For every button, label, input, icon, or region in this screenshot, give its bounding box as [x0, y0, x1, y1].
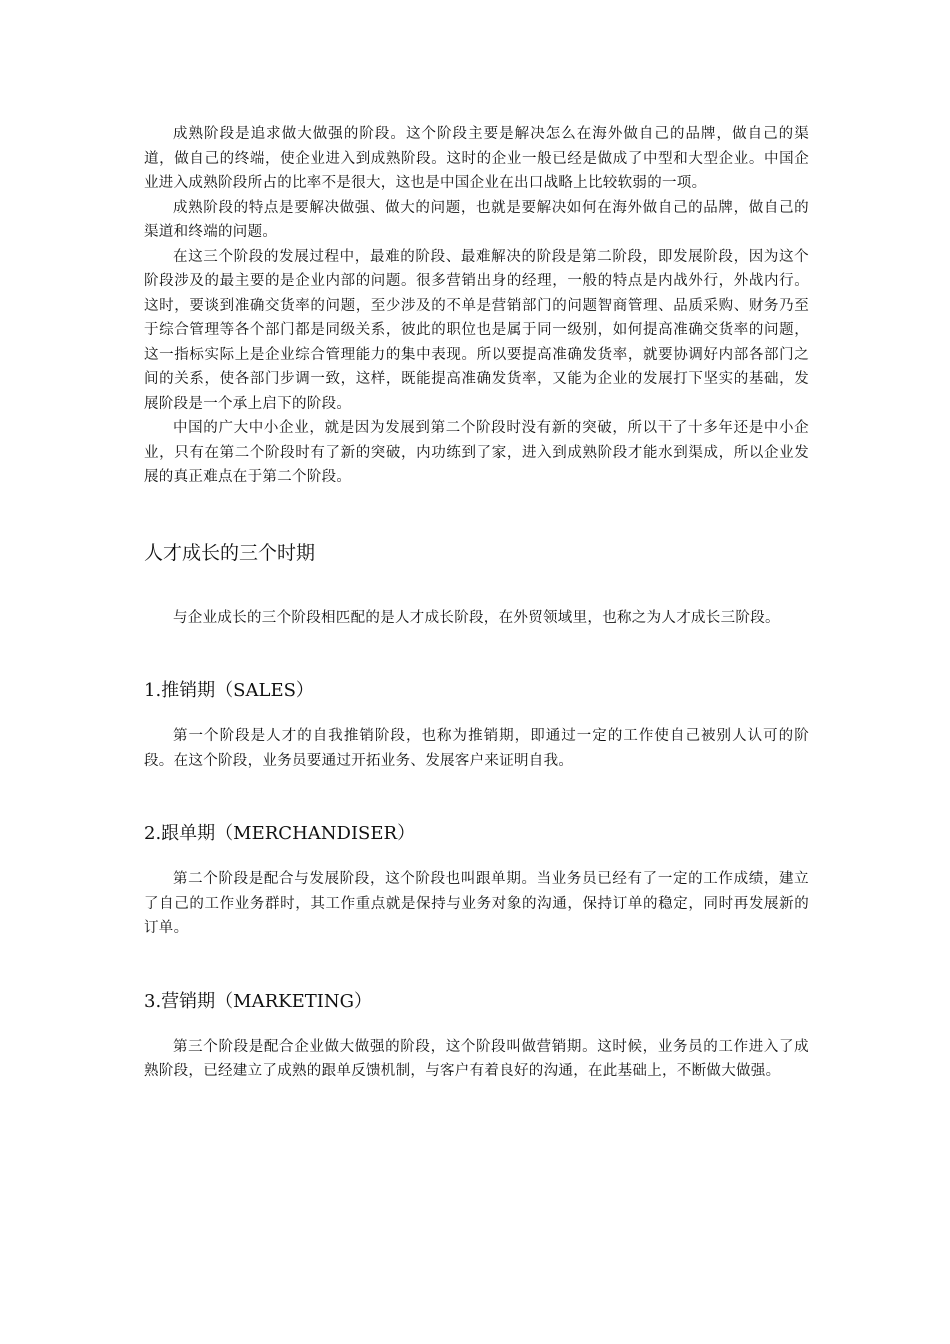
document-page [144, 122, 809, 1084]
section-intro: 与企业成长的三个阶段相匹配的是人才成长阶段，在外贸领域里，也称之为人才成长三阶段。 [173, 609, 780, 626]
section-title: 人才成长的三个时期 [144, 541, 316, 564]
period-heading-sales: 1.推销期（SALES） [144, 680, 314, 701]
period-text-sales: 第一个阶段是人才的自我推销阶段，也称为推销期，即通过一定的工作使自己被别人认可的阶段。在这个阶段，业务员要通过开拓业务、发展客户来证明自我。 [144, 728, 809, 769]
period-heading-merchandiser: 2.跟单期（MERCHANDISER） [144, 823, 416, 844]
paragraph-maturity-features: 成熟阶段的特点是要解决做强、做大的问题，也就是要解决如何在海外做自己的品牌，做自己的渠道和终端的问题。 [144, 199, 809, 240]
paragraph-second-stage-difficulty: 在这三个阶段的发展过程中，最难的阶段、最难解决的阶段是第二阶段，即发展阶段，因为这个阶段涉及的最主要的是企业内部的问题。很多营销出身的经理，一般的特点是内战外行，外战内行。这时，要谈到准确交货率的问题，至少涉及的不单是营销部门的问题智商管理、品质采购、财务乃至于综合管理等各个部门都是同级关系，彼此的职位也是属于同一级别，如何提高准确交货率的问题，这一指标实际上是企业综合管理能力的集中表现。所以要提高准确发货率，就要协调好内部各部门之间的关系，使各部门步调一致，这样，既能提高准确发货率，又能为企业的发展打下坚实的基础，发展阶段是一个承上启下的阶段。 [144, 248, 809, 412]
period-heading-marketing: 3.营销期（MARKETING） [144, 990, 372, 1012]
period-text-merchandiser: 第二个阶段是配合与发展阶段，这个阶段也叫跟单期。当业务员已经有了一定的工作成绩，建立了自己的工作业务群时，其工作重点就是保持与业务对象的沟通，保持订单的稳定，同时再发展新的订单。 [144, 871, 809, 936]
paragraph-maturity-stage: 成熟阶段是追求做大做强的阶段。这个阶段主要是解决怎么在海外做自己的品牌，做自己的渠道，做自己的终端，使企业进入到成熟阶段。这时的企业一般已经是做成了中型和大型企业。中国企业进入成熟阶段所占的比率不是很大，这也是中国企业在出口战略上比较软弱的一项。 [144, 126, 809, 191]
paragraph-sme-breakthrough: 中国的广大中小企业，就是因为发展到第二个阶段时没有新的突破，所以干了十多年还是中小企业，只有在第二个阶段时有了新的突破，内功练到了家，进入到成熟阶段才能水到渠成，所以企业发展的真正难点在于第二个阶段。 [144, 420, 809, 485]
period-text-marketing: 第三个阶段是配合企业做大做强的阶段，这个阶段叫做营销期。这时候，业务员的工作进入了成熟阶段，已经建立了成熟的跟单反馈机制，与客户有着良好的沟通，在此基础上，不断做大做强。 [144, 1038, 809, 1079]
